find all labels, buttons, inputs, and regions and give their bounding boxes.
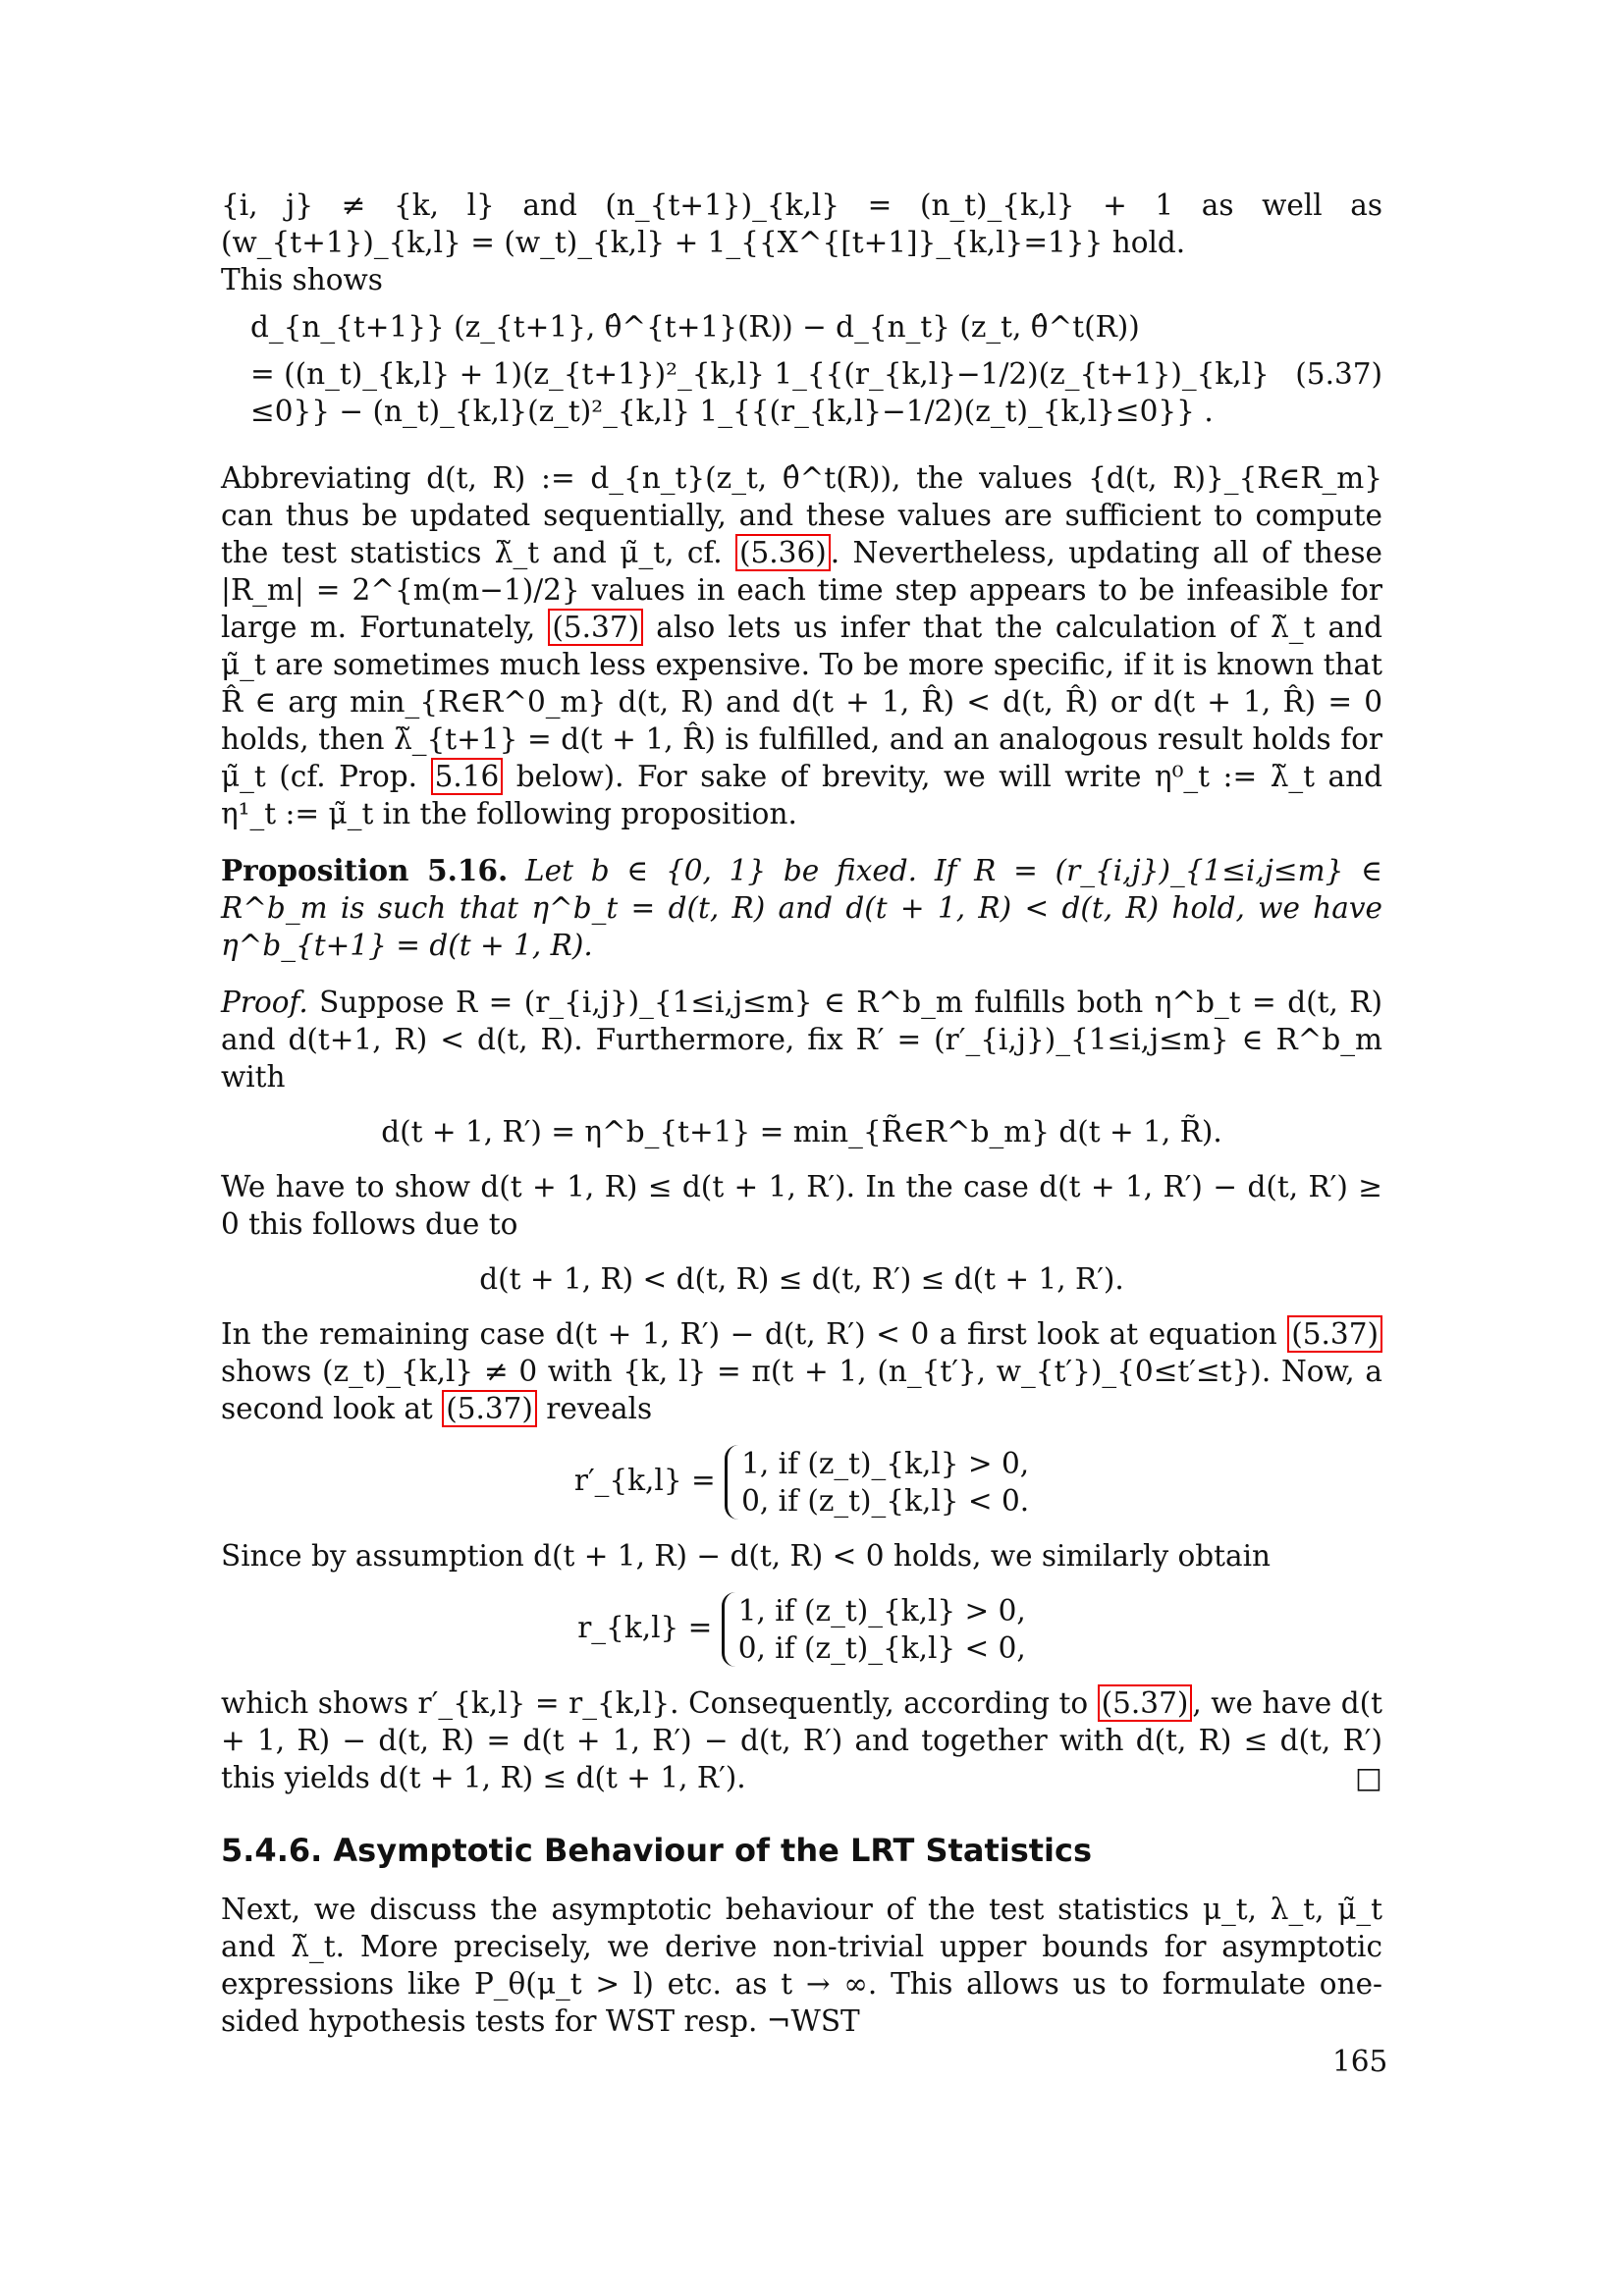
page-body — [221, 187, 1382, 2040]
ref-link-5-37[interactable]: (5.37) — [442, 1390, 537, 1427]
equation-chain: d(t + 1, R) < d(t, R) ≤ d(t, R′) ≤ d(t + 1, R′). — [479, 1262, 1124, 1296]
paragraph-abbreviating — [221, 459, 1382, 832]
equation-number-5-37: (5.37) — [1295, 357, 1382, 391]
page-number: 165 — [1332, 2045, 1388, 2078]
cases-brace — [725, 1445, 1029, 1520]
equation-update-a: d_{n_{t+1}} (z_{t+1}, θ̂^{t+1}(R)) − d_{n_t} (z_t, θ̂^t(R)) — [250, 310, 1140, 344]
case-line: 1, if (z_t)_{k,l} > 0, — [737, 1594, 1026, 1628]
proof-text: Suppose R = (r_{i,j})_{1≤i,j≤m} ∈ R^b_m fulfills both η^b_t = d(t, R) and d(t+1, R) < d(t, R). Furthermore, fix R′ = (r′_{i,j})_{1≤i,j≤m} ∈ R^b_m with — [221, 986, 1382, 1094]
equation-r-prime — [221, 1445, 1382, 1520]
text: In the remaining case d(t + 1, R′) − d(t, R′) < 0 a first look at equation — [221, 1317, 1277, 1351]
ref-link-5-37[interactable]: (5.37) — [548, 609, 643, 646]
equation-min: d(t + 1, R′) = η^b_{t+1} = min_{R̃∈R^b_m} d(t + 1, R̃). — [381, 1115, 1222, 1148]
proposition-body: Let b ∈ {0, 1} be fixed. If R = (r_{i,j})_{1≤i,j≤m} ∈ R^b_m is such that η^b_t = d(t, R) and d(t + 1, R) < d(t, R) hold, we have η^b_{t+1} = d(t + 1, R). — [221, 854, 1382, 962]
ref-link-5-16[interactable]: 5.16 — [431, 758, 504, 795]
paragraph-next: Next, we discuss the asymptotic behaviour of the test statistics μ_t, λ_t, μ̃_t and λ̃_t. More precisely, we derive non-trivial upper bounds for asymptotic expressions like P_θ(μ_t > l) etc. as t → ∞. This allows us to formulate one-sided hypothesis tests for WST resp. ¬WST — [221, 1893, 1382, 2038]
equation-lhs: r′_{k,l} = — [573, 1464, 716, 1497]
case-line: 0, if (z_t)_{k,l} < 0, — [737, 1631, 1026, 1665]
case-line: 0, if (z_t)_{k,l} < 0. — [741, 1484, 1030, 1518]
ref-link-5-36[interactable]: (5.36) — [735, 534, 831, 571]
line-1: {i, j} ≠ {k, l} and (n_{t+1})_{k,l} = (n_t)_{k,l} + 1 as well as (w_{t+1})_{k,l} = (w_t)_{k,l} + 1_{{X^{[t+1]}_{k,l}=1}} hold. — [221, 188, 1382, 259]
paragraph-conclusion — [221, 1684, 1382, 1796]
section-heading: 5.4.6. Asymptotic Behaviour of the LRT Statistics — [221, 1832, 1093, 1869]
text: below). For sake of brevity, we will write η⁰_t := λ̃_t and η¹_t := μ̃_t in the following proposition. — [221, 760, 1382, 830]
line-2: This shows — [221, 263, 383, 296]
cases-brace — [722, 1592, 1026, 1667]
ref-link-5-37[interactable]: (5.37) — [1098, 1684, 1193, 1722]
text: shows (z_t)_{k,l} ≠ 0 with {k, l} = π(t + 1, (n_{t′}, w_{t′})_{0≤t′≤t}). Now, a second look at — [221, 1355, 1382, 1425]
text: Abbreviating d(t, R) := d_{n_t}(z_t, θ̂^t(R)), the values {d(t, R)}_{R∈R_m} can thus be updated sequentially, and these values are sufficient to compute the test statistics λ̃_t and μ̃_t, cf. — [221, 461, 1382, 569]
paragraph-show: We have to show d(t + 1, R) ≤ d(t + 1, R′). In the case d(t + 1, R′) − d(t, R′) ≥ 0 this follows due to — [221, 1170, 1382, 1241]
ref-link-5-37[interactable]: (5.37) — [1287, 1315, 1382, 1353]
equation-update-b — [250, 355, 1382, 430]
case-line: 1, if (z_t)_{k,l} > 0, — [741, 1447, 1030, 1480]
equation-update-b-body: = ((n_t)_{k,l} + 1)(z_{t+1})²_{k,l} 1_{{(r_{k,l}−1/2)(z_{t+1})_{k,l}≤0}} − (n_t)_{k,l}(z_t)²_{k,l} 1_{{(r_{k,l}−1/2)(z_t)_{k,l}≤0}} . — [250, 357, 1270, 428]
paragraph-assumption: Since by assumption d(t + 1, R) − d(t, R) < 0 holds, we similarly obtain — [221, 1539, 1272, 1573]
text: which shows r′_{k,l} = r_{k,l}. Consequently, according to — [221, 1686, 1089, 1720]
text: . Nevertheless, updating all of these |R_m| = 2^{m(m−1)/2} values in each time step appears to be infeasible for large m. Fortunately, — [221, 536, 1382, 644]
proposition-5-16 — [221, 852, 1382, 964]
proof-start — [221, 984, 1382, 1095]
qed-square-icon: □ — [1355, 1761, 1382, 1794]
equation-r — [221, 1592, 1382, 1667]
paragraph-remaining — [221, 1315, 1382, 1427]
text: , we have d(t + 1, R) − d(t, R) = d(t + 1, R′) − d(t, R′) and together with d(t, R) ≤ d(t, R′) this yields d(t + 1, R) ≤ d(t + 1, R′). — [221, 1686, 1382, 1794]
text: also lets us infer that the calculation of λ̃_t and μ̃_t are sometimes much less expensive. To be more specific, if it is known that R̂ ∈ arg min_{R∈R^0_m} d(t, R) and d(t + 1, R̂) < d(t, R̂) or d(t + 1, R̂) = 0 holds, then λ̃_{t+1} = d(t + 1, R̂) is fulfilled, and an analogous result holds for μ̃_t (cf. Prop. — [221, 611, 1382, 793]
text: reveals — [546, 1392, 653, 1425]
proposition-heading: Proposition 5.16. — [221, 853, 509, 887]
proof-heading: Proof. — [221, 986, 308, 1019]
equation-lhs: r_{k,l} = — [577, 1611, 713, 1644]
